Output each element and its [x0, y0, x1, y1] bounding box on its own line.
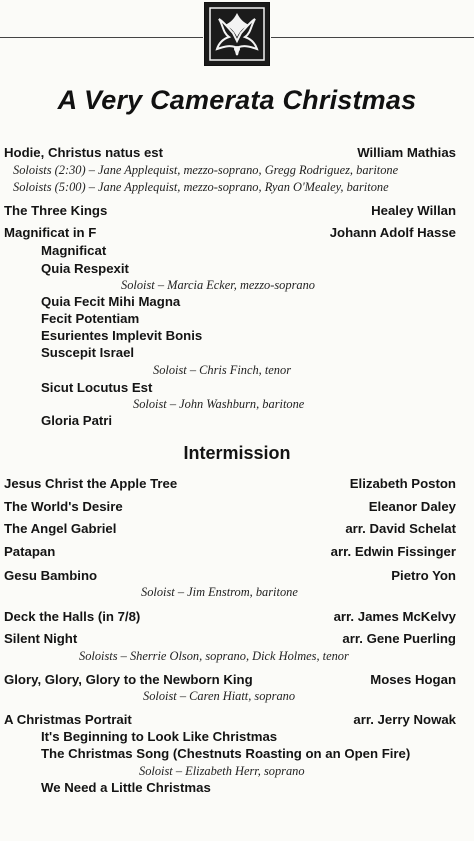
piece-title: Gesu Bambino [4, 568, 98, 583]
composer: arr. Gene Puerling [342, 631, 456, 646]
piece-title: Hodie, Christus natus est [4, 145, 164, 160]
intermission-heading: Intermission [183, 443, 291, 463]
composer: arr. David Schelat [345, 521, 456, 536]
program-entry [4, 203, 456, 221]
program-entry [4, 568, 456, 586]
soloist-line: Soloists – Sherrie Olson, soprano, Dick Holmes, tenor [79, 649, 349, 663]
movement-title: The Christmas Song (Chestnuts Roasting on an Open Fire) [41, 746, 411, 761]
composer: Moses Hogan [370, 672, 456, 687]
program-entry [4, 631, 456, 649]
header-rule-left [0, 37, 203, 38]
movement-title: We Need a Little Christmas [41, 780, 211, 795]
movement-title: Suscepit Israel [41, 345, 135, 360]
program-entry [4, 521, 456, 539]
piece-title: Patapan [4, 544, 56, 559]
piece-title: A Christmas Portrait [4, 712, 132, 727]
soloist-line: Soloists (2:30) – Jane Applequist, mezzo-soprano, Gregg Rodriguez, baritone [13, 163, 399, 177]
composer: Johann Adolf Hasse [329, 225, 456, 240]
program-entry [4, 145, 456, 163]
soloist-line: Soloist – Marcia Ecker, mezzo-soprano [121, 278, 315, 292]
movement-title: Sicut Locutus Est [41, 380, 153, 395]
movement-title: Fecit Potentiam [41, 311, 140, 326]
piece-title: The Three Kings [4, 203, 108, 218]
soloist-line: Soloist – Caren Hiatt, soprano [143, 689, 296, 703]
header-rule-right [271, 37, 474, 38]
movement-title: Quia Fecit Mihi Magna [41, 294, 181, 309]
program-entry [4, 499, 456, 517]
program-entry [4, 476, 456, 494]
piece-title: Silent Night [4, 631, 78, 646]
soloist-line: Soloists (5:00) – Jane Applequist, mezzo-soprano, Ryan O'Mealey, baritone [13, 180, 389, 194]
program-entry [4, 225, 456, 243]
movement-title: Magnificat [41, 243, 107, 258]
composer: arr. Jerry Nowak [353, 712, 456, 727]
movement-title: Gloria Patri [41, 413, 113, 428]
program-entry [4, 544, 456, 562]
piece-title: The World's Desire [4, 499, 123, 514]
soloist-line: Soloist – Chris Finch, tenor [153, 363, 292, 377]
composer: Eleanor Daley [368, 499, 456, 514]
composer: William Mathias [357, 145, 456, 160]
program-entry [4, 672, 456, 690]
program-entry [4, 609, 456, 627]
piece-title: Glory, Glory, Glory to the Newborn King [4, 672, 253, 687]
movement-title: Quia Respexit [41, 261, 129, 276]
composer: Healey Willan [371, 203, 456, 218]
program-entry [4, 712, 456, 730]
composer: arr. Edwin Fissinger [330, 544, 456, 559]
piece-title: Jesus Christ the Apple Tree [4, 476, 178, 491]
soloist-line: Soloist – Elizabeth Herr, soprano [139, 764, 305, 778]
page-title: A Very Camerata Christmas [57, 85, 417, 115]
piece-title: Deck the Halls (in 7/8) [4, 609, 141, 624]
ornament-logo-icon [204, 2, 270, 66]
movement-title: Esurientes Implevit Bonis [41, 328, 203, 343]
piece-title: The Angel Gabriel [4, 521, 117, 536]
composer: Pietro Yon [391, 568, 456, 583]
movement-title: It's Beginning to Look Like Christmas [41, 729, 278, 744]
piece-title: Magnificat in F [4, 225, 97, 240]
composer: Elizabeth Poston [349, 476, 456, 491]
composer: arr. James McKelvy [333, 609, 456, 624]
soloist-line: Soloist – Jim Enstrom, baritone [141, 585, 298, 599]
soloist-line: Soloist – John Washburn, baritone [133, 397, 305, 411]
